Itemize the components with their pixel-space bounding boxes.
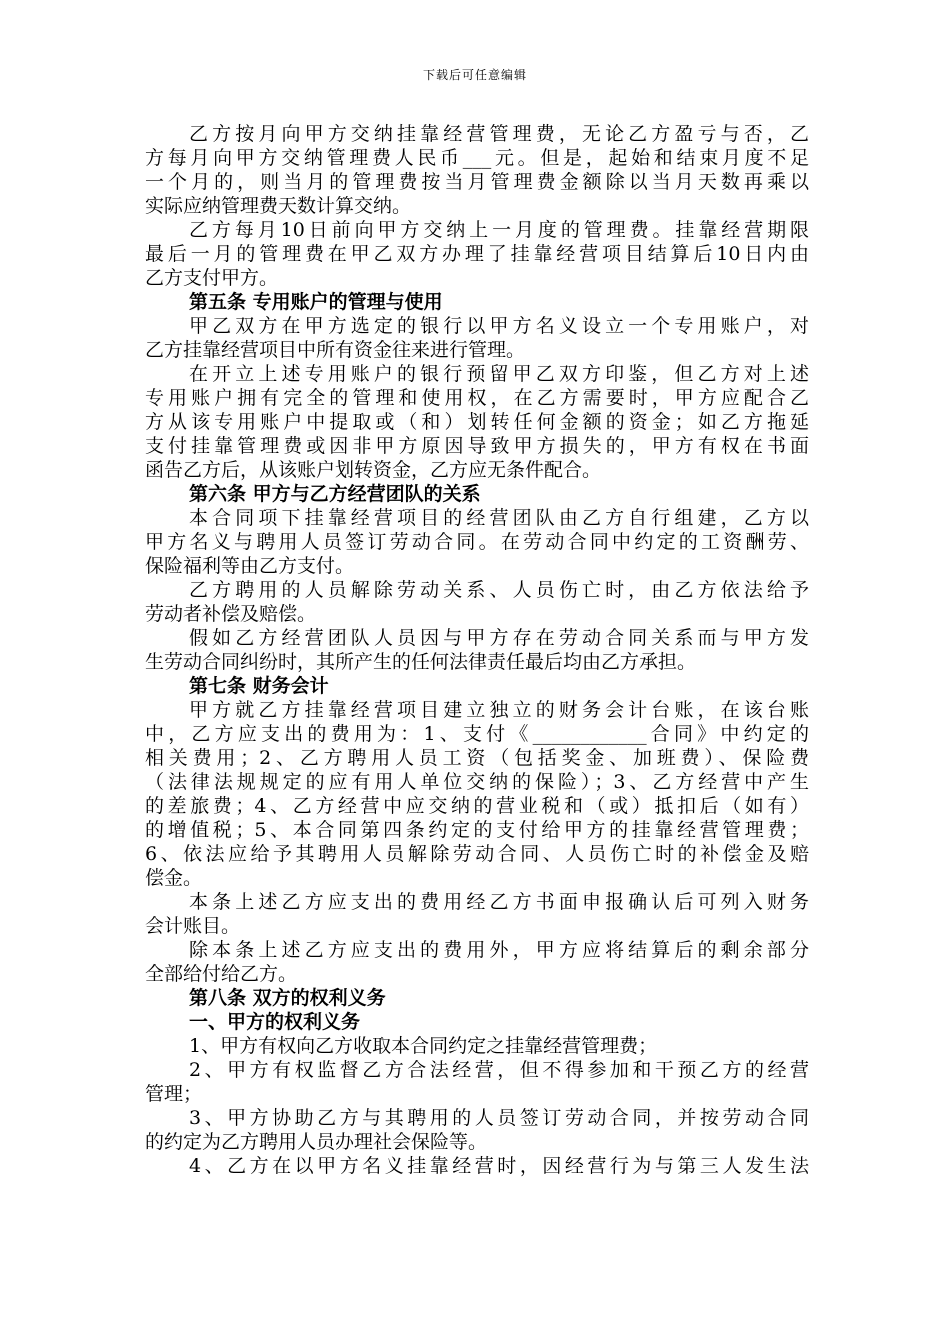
text-line: 乙方支付甲方。 <box>145 267 279 289</box>
text-line: 会计账目。 <box>145 915 241 937</box>
text-line: 的差旅费；4、乙方经营中应交纳的营业税和（或）抵扣后（如有） <box>145 795 809 817</box>
text-line: 乙方每月10日前向甲方交纳上一月度的管理费。挂靠经营期限 <box>189 219 809 241</box>
text-line: 偿金。 <box>145 867 203 889</box>
text-line: 生劳动合同纠纷时，其所产生的任何法律责任最后均由乙方承担。 <box>145 651 697 673</box>
text-line: 甲方名义与聘用人员签订劳动合同。在劳动合同中约定的工资酬劳、 <box>145 531 809 553</box>
text-line: 相关费用；2、乙方聘用人员工资（包括奖金、加班费）、保险费 <box>145 747 809 769</box>
text-line: 甲乙双方在甲方选定的银行以甲方名义设立一个专用账户，对 <box>189 315 809 337</box>
text-line: 全部给付给乙方。 <box>145 963 298 985</box>
section-heading: 第五条 专用账户的管理与使用 <box>189 291 443 313</box>
text-line: 管理； <box>145 1083 203 1105</box>
text-line: 劳动者补偿及赔偿。 <box>145 603 317 625</box>
text-line: 乙方聘用的人员解除劳动关系、人员伤亡时，由乙方依法给予 <box>189 579 809 601</box>
text-line: 在开立上述专用账户的银行预留甲乙双方印鉴，但乙方对上述 <box>189 363 809 385</box>
text-line: 6、依法应给予其聘用人员解除劳动合同、人员伤亡时的补偿金及赔 <box>145 843 809 865</box>
text-line: 保险福利等由乙方支付。 <box>145 555 355 577</box>
text-line: 一个月的，则当月的管理费按当月管理费金额除以当月天数再乘以 <box>145 171 809 193</box>
text-line: 甲方就乙方挂靠经营项目建立独立的财务会计台账，在该台账 <box>189 699 809 721</box>
page-header: 下载后可任意编辑 <box>422 68 527 82</box>
text-line: 本合同项下挂靠经营项目的经营团队由乙方自行组建，乙方以 <box>189 507 809 529</box>
text-line: 专用账户拥有完全的管理和使用权，在乙方需要时，甲方应配合乙 <box>145 387 809 409</box>
text-line: 中，乙方应支出的费用为：1、支付《____________合同》中约定的 <box>145 723 809 745</box>
text-line: 函告乙方后，从该账户划转资金，乙方应无条件配合。 <box>145 459 602 481</box>
text-line: 最后一月的管理费在甲乙双方办理了挂靠经营项目结算后10日内由 <box>145 243 809 265</box>
text-line: 的约定为乙方聘用人员办理社会保险等。 <box>145 1131 488 1153</box>
section-heading: 第六条 甲方与乙方经营团队的关系 <box>189 483 481 505</box>
text-line: 实际应纳管理费天数计算交纳。 <box>145 195 412 217</box>
document-body <box>145 122 809 1178</box>
section-heading: 一、甲方的权利义务 <box>189 1011 361 1033</box>
text-line: （法律法规规定的应有用人单位交纳的保险）；3、乙方经营中产生 <box>145 771 809 793</box>
text-line: 方从该专用账户中提取或（和）划转任何金额的资金；如乙方拖延 <box>145 411 809 433</box>
text-line: 3、甲方协助乙方与其聘用的人员签订劳动合同，并按劳动合同 <box>189 1107 809 1129</box>
text-line: 乙方按月向甲方交纳挂靠经营管理费，无论乙方盈亏与否，乙 <box>189 123 809 145</box>
text-line: 乙方挂靠经营项目中所有资金往来进行管理。 <box>145 339 526 361</box>
section-heading: 第八条 双方的权利义务 <box>189 987 386 1009</box>
text-line: 1、甲方有权向乙方收取本合同约定之挂靠经营管理费； <box>189 1035 658 1057</box>
text-line: 假如乙方经营团队人员因与甲方存在劳动合同关系而与甲方发 <box>189 627 809 649</box>
text-line: 方每月向甲方交纳管理费人民币___元。但是，起始和结束月度不足 <box>145 147 809 169</box>
text-line: 2、甲方有权监督乙方合法经营，但不得参加和干预乙方的经营 <box>189 1059 809 1081</box>
section-heading: 第七条 财务会计 <box>189 675 329 697</box>
text-line: 4、乙方在以甲方名义挂靠经营时，因经营行为与第三人发生法 <box>189 1155 809 1177</box>
text-line: 的增值税；5、本合同第四条约定的支付给甲方的挂靠经营管理费； <box>145 819 809 841</box>
text-line: 本条上述乙方应支出的费用经乙方书面申报确认后可列入财务 <box>189 891 809 913</box>
text-line: 支付挂靠管理费或因非甲方原因导致甲方损失的，甲方有权在书面 <box>145 435 809 457</box>
text-line: 除本条上述乙方应支出的费用外，甲方应将结算后的剩余部分 <box>189 939 809 961</box>
